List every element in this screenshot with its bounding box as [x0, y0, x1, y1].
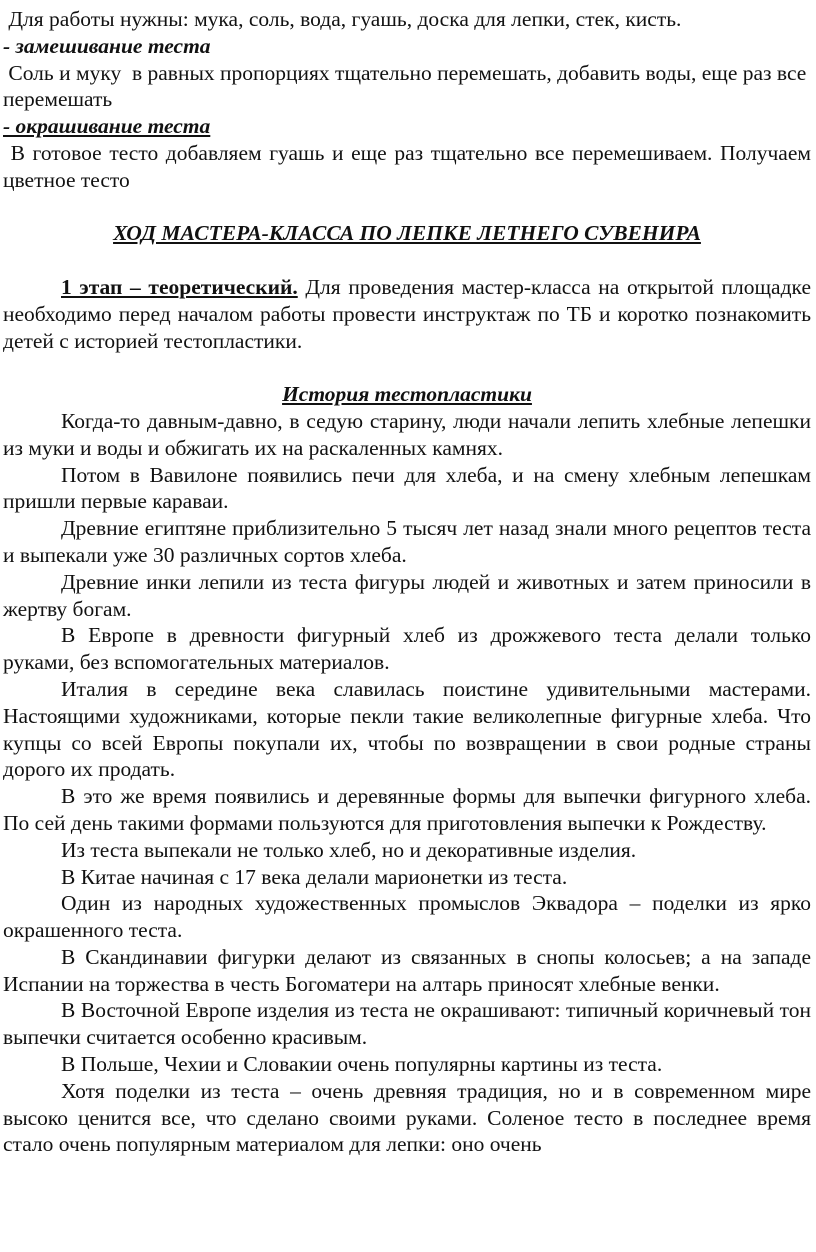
history-paragraph: В Восточной Европе изделия из теста не окрашивают: типичный коричневый тон выпечки считается особенно красивым.	[3, 998, 811, 1050]
history-title: История тестопластики	[282, 382, 532, 407]
coloring-text: В готовое тесто добавляем гуашь и еще раз тщательно все перемешиваем. Получаем цветное тесто	[3, 140, 816, 192]
history-paragraph: В Скандинавии фигурки делают из связанных в снопы колосьев; а на западе Испании на торжества в честь Богоматери на алтарь приносят хлебные венки.	[3, 944, 811, 996]
history-paragraph: Хотя поделки из теста – очень древняя традиция, но и в современном мире высоко ценится все, что сделано своими руками. Соленое тесто в последнее время стало очень популярным материалом для лепки: оно очень	[3, 1078, 811, 1157]
mixing-text: Соль и муку в равных пропорциях тщательно перемешать, добавить воды, еще раз все перемешать	[3, 60, 812, 112]
history-paragraph: В Китае начиная с 17 века делали марионетки из теста.	[61, 864, 568, 889]
history-paragraph: Древние египтяне приблизительно 5 тысяч лет назад знали много рецептов теста и выпекали уже 30 различных сортов хлеба.	[3, 516, 811, 567]
history-paragraph: Когда-то давным-давно, в седую старину, люди начали лепить хлебные лепешки из муки и воды и обжигать их на раскаленных камнях.	[3, 408, 811, 460]
main-title: ХОД МАСТЕРА-КЛАССА ПО ЛЕПКЕ ЛЕТНЕГО СУВЕНИРА	[113, 221, 701, 246]
history-paragraph: В Польше, Чехии и Словакии очень популярны картины из теста.	[61, 1052, 663, 1077]
history-paragraph: Древние инки лепили из теста фигуры людей и животных и затем приносили в жертву богам.	[3, 569, 811, 621]
history-paragraph: Один из народных художественных промыслов Эквадора – поделки из ярко окрашенного теста.	[3, 891, 811, 943]
materials-line: Для работы нужны: мука, соль, вода, гуашь, доска для лепки, стек, кисть.	[3, 7, 682, 31]
stage1-text: Для проведения мастер-класса на открытой площадке необходимо перед началом работы провести инструктаж по ТБ и коротко познакомить детей с историей тестопластики.	[3, 274, 811, 353]
coloring-heading: - окрашивание теста	[3, 114, 211, 139]
stage1-paragraph	[3, 274, 811, 354]
history-paragraph: Из теста выпекали не только хлеб, но и декоративные изделия.	[61, 837, 637, 862]
history-paragraph: В это же время появились и деревянные формы для выпечки фигурного хлеба. По сей день такими формами пользуются для приготовления выпечки к Рождеству.	[3, 784, 811, 835]
history-paragraph: Потом в Вавилоне появились печи для хлеба, и на смену хлебным лепешкам пришли первые караваи.	[3, 462, 811, 514]
spacer	[3, 354, 811, 381]
spacer	[3, 194, 811, 221]
mixing-heading: - замешивание теста	[3, 33, 211, 58]
history-paragraph: В Европе в древности фигурный хлеб из дрожжевого теста делали только руками, без вспомогательных материалов.	[3, 623, 811, 675]
spacer	[3, 247, 811, 274]
history-paragraph: Италия в середине века славилась поистине удивительными мастерами. Настоящими художниками, которые пекли такие великолепные фигурные хлеба. Что купцы со всей Европы покупали их, чтобы по возвращении в свои родные страны дорого их продать.	[3, 676, 811, 782]
stage1-label: 1 этап – теоретический.	[61, 274, 298, 299]
